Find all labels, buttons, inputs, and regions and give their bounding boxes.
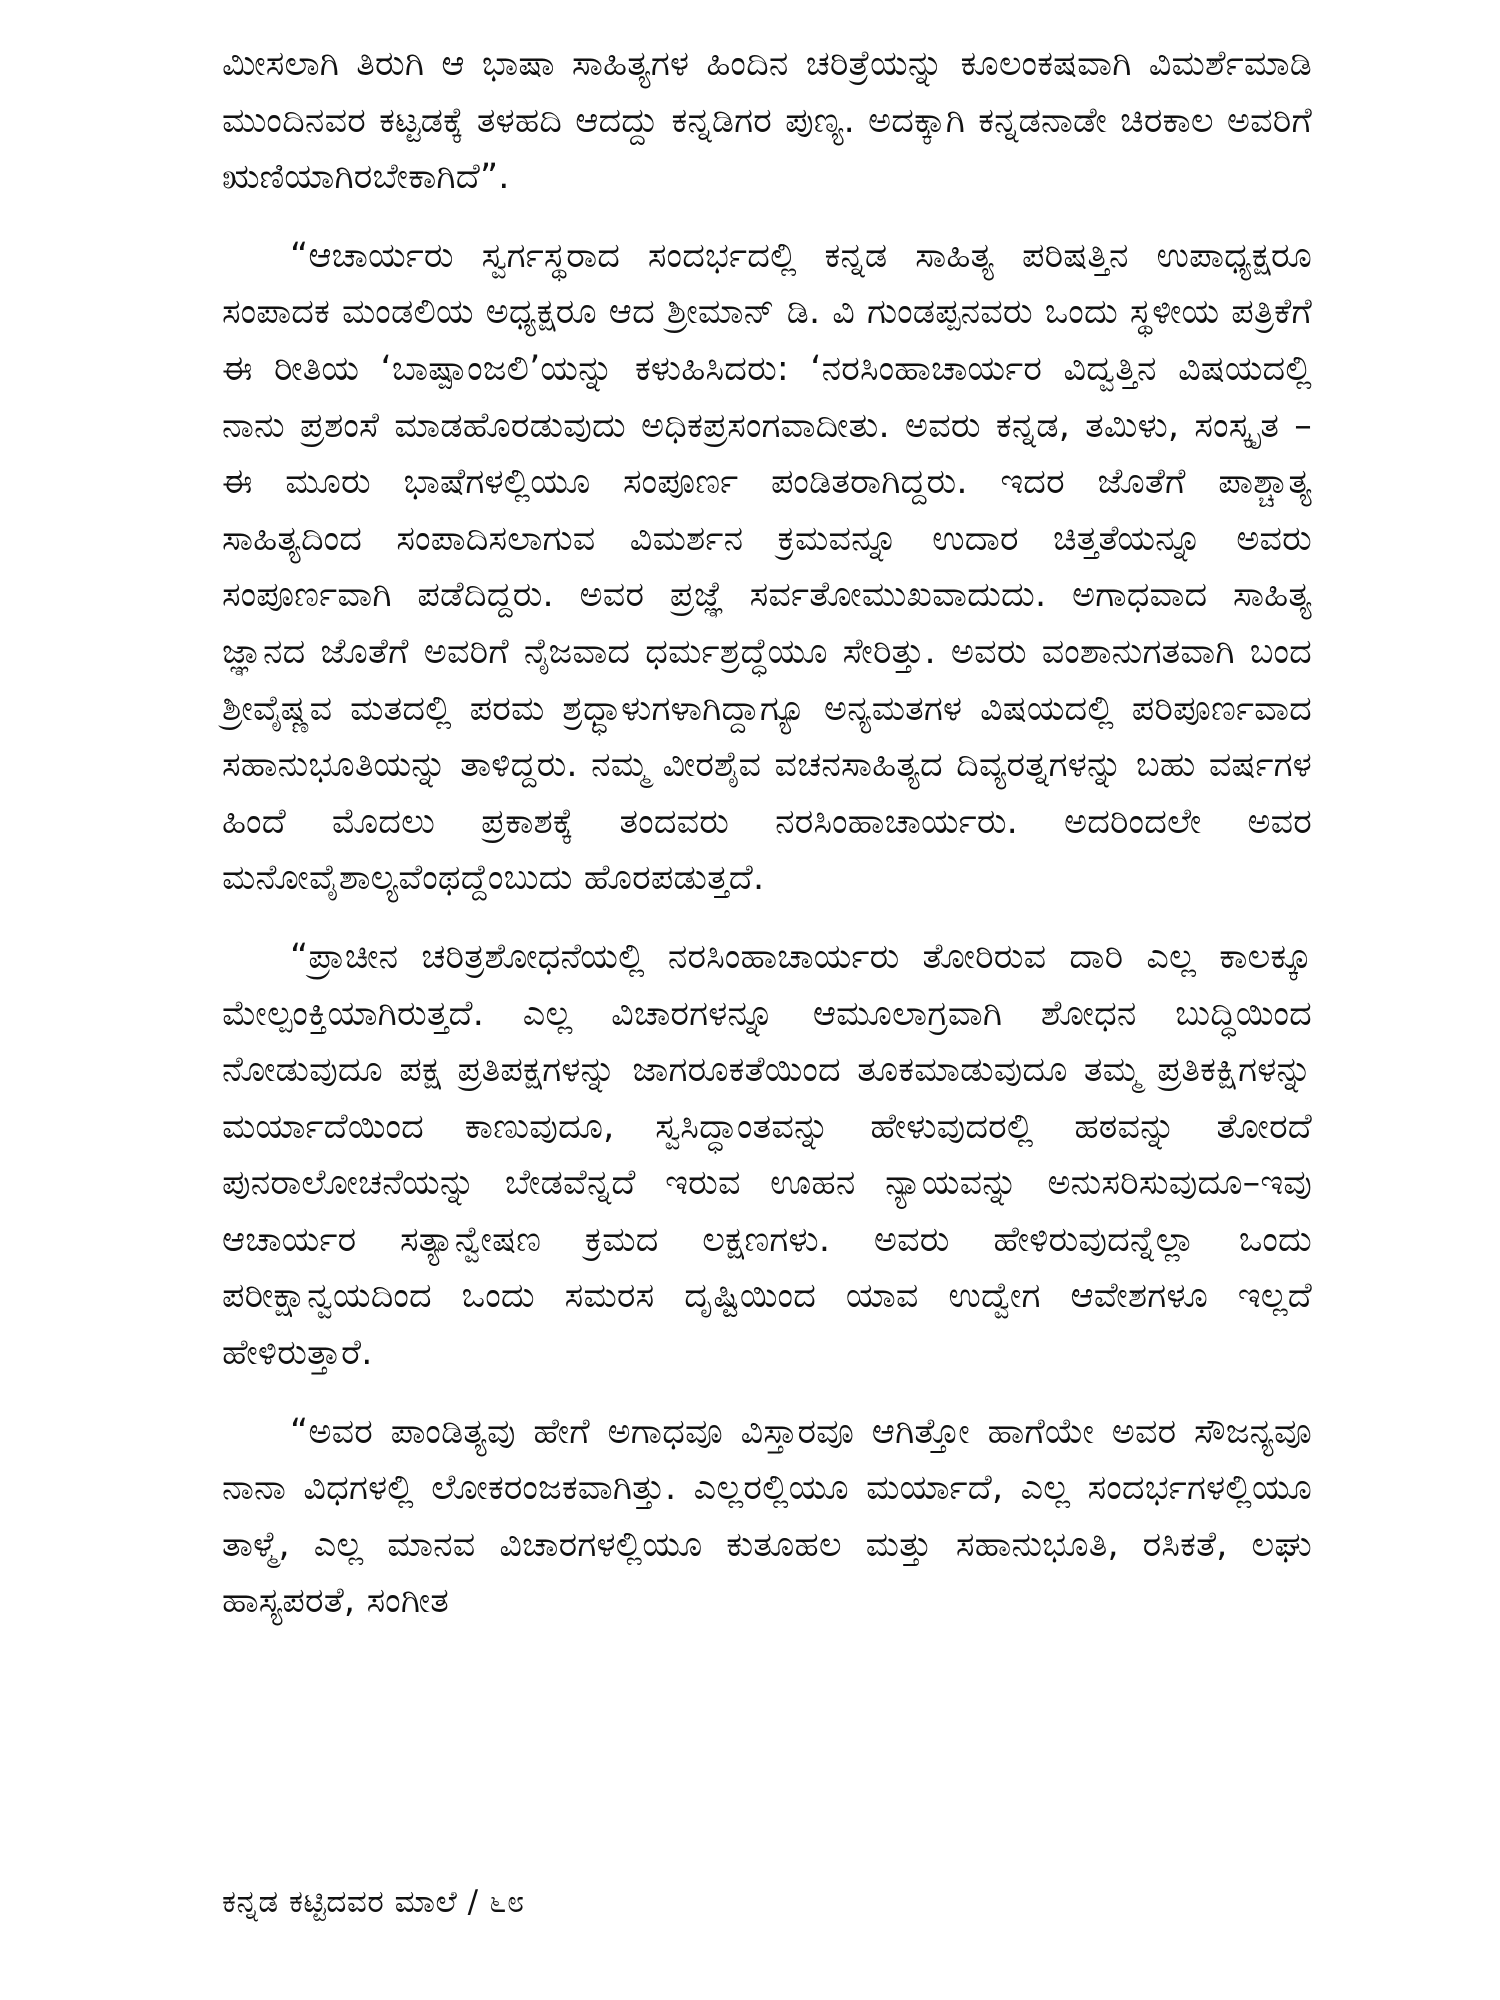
- page-body: [222, 36, 1312, 1652]
- paragraph-3: “ಪ್ರಾಚೀನ ಚರಿತ್ರಶೋಧನೆಯಲ್ಲಿ ನರಸಿಂಹಾಚಾರ್ಯರು ತೋರಿರುವ ದಾರಿ ಎಲ್ಲ ಕಾಲಕ್ಕೂ ಮೇಲ್ಪಂಕ್ತಿಯಾಗಿರುತ್ತದೆ. ಎಲ್ಲ ವಿಚಾರಗಳನ್ನೂ ಆಮೂಲಾಗ್ರವಾಗಿ ಶೋಧನ ಬುದ್ಧಿಯಿಂದ ನೋಡುವುದೂ ಪಕ್ಷ ಪ್ರತಿಪಕ್ಷಗಳನ್ನು ಜಾಗರೂಕತೆಯಿಂದ ತೂಕಮಾಡುವುದೂ ತಮ್ಮ ಪ್ರತಿಕಕ್ಷಿಗಳನ್ನು ಮರ್ಯಾದೆಯಿಂದ ಕಾಣುವುದೂ, ಸ್ವಸಿದ್ಧಾಂತವನ್ನು ಹೇಳುವುದರಲ್ಲಿ ಹಠವನ್ನು ತೋರದೆ ಪುನರಾಲೋಚನೆಯನ್ನು ಬೇಡವೆನ್ನದೆ ಇರುವ ಊಹನ ನ್ಯಾಯವನ್ನು ಅನುಸರಿಸುವುದೂ–ಇವು ಆಚಾರ್ಯರ ಸತ್ಯಾನ್ವೇಷಣ ಕ್ರಮದ ಲಕ್ಷಣಗಳು. ಅವರು ಹೇಳಿರುವುದನ್ನೆಲ್ಲಾ ಒಂದು ಪರೀಕ್ಷಾನ್ವಯದಿಂದ ಒಂದು ಸಮರಸ ದೃಷ್ಟಿಯಿಂದ ಯಾವ ಉದ್ವೇಗ ಆವೇಶಗಳೂ ಇಲ್ಲದೆ ಹೇಳಿರುತ್ತಾರೆ.: [222, 936, 1312, 1374]
- paragraph-1: ಮೀಸಲಾಗಿ ತಿರುಗಿ ಆ ಭಾಷಾ ಸಾಹಿತ್ಯಗಳ ಹಿಂದಿನ ಚರಿತ್ರೆಯನ್ನು ಕೂಲಂಕಷವಾಗಿ ವಿಮರ್ಶೆಮಾಡಿ ಮುಂದಿನವರ ಕಟ್ಟಡಕ್ಕೆ ತಳಹದಿ ಆದದ್ದು ಕನ್ನಡಿಗರ ಪುಣ್ಯ. ಅದಕ್ಕಾಗಿ ಕನ್ನಡನಾಡೇ ಚಿರಕಾಲ ಅವರಿಗೆ ಋಣಿಯಾಗಿರಬೇಕಾಗಿದೆ”.: [222, 44, 1312, 198]
- paragraph-4: “ಅವರ ಪಾಂಡಿತ್ಯವು ಹೇಗೆ ಅಗಾಧವೂ ವಿಸ್ತಾರವೂ ಆಗಿತ್ತೋ ಹಾಗೆಯೇ ಅವರ ಸೌಜನ್ಯವೂ ನಾನಾ ವಿಧಗಳಲ್ಲಿ ಲೋಕರಂಜಕವಾಗಿತ್ತು. ಎಲ್ಲರಲ್ಲಿಯೂ ಮರ್ಯಾದೆ, ಎಲ್ಲ ಸಂದರ್ಭಗಳಲ್ಲಿಯೂ ತಾಳ್ಮೆ, ಎಲ್ಲ ಮಾನವ ವಿಚಾರಗಳಲ್ಲಿಯೂ ಕುತೂಹಲ ಮತ್ತು ಸಹಾನುಭೂತಿ, ರಸಿಕತೆ, ಲಘು ಹಾಸ್ಯಪರತೆ, ಸಂಗೀತ: [222, 1411, 1312, 1622]
- page-footer: ಕನ್ನಡ ಕಟ್ಟಿದವರ ಮಾಲೆ / ೬೮: [222, 1884, 525, 1920]
- paragraph-2: “ಆಚಾರ್ಯರು ಸ್ವರ್ಗಸ್ಥರಾದ ಸಂದರ್ಭದಲ್ಲಿ ಕನ್ನಡ ಸಾಹಿತ್ಯ ಪರಿಷತ್ತಿನ ಉಪಾಧ್ಯಕ್ಷರೂ ಸಂಪಾದಕ ಮಂಡಲಿಯ ಅಧ್ಯಕ್ಷರೂ ಆದ ಶ್ರೀಮಾನ್ ಡಿ. ವಿ ಗುಂಡಪ್ಪನವರು ಒಂದು ಸ್ಥಳೀಯ ಪತ್ರಿಕೆಗೆ ಈ ರೀತಿಯ ‘ಬಾಷ್ಪಾಂಜಲಿ’ಯನ್ನು ಕಳುಹಿಸಿದರು: ‘ನರಸಿಂಹಾಚಾರ್ಯರ ವಿದ್ವತ್ತಿನ ವಿಷಯದಲ್ಲಿ ನಾನು ಪ್ರಶಂಸೆ ಮಾಡಹೊರಡುವುದು ಅಧಿಕಪ್ರಸಂಗವಾದೀತು. ಅವರು ಕನ್ನಡ, ತಮಿಳು, ಸಂಸ್ಕೃತ – ಈ ಮೂರು ಭಾಷೆಗಳಲ್ಲಿಯೂ ಸಂಪೂರ್ಣ ಪಂಡಿತರಾಗಿದ್ದರು. ಇದರ ಜೊತೆಗೆ ಪಾಶ್ಚಾತ್ಯ ಸಾಹಿತ್ಯದಿಂದ ಸಂಪಾದಿಸಲಾಗುವ ವಿಮರ್ಶನ ಕ್ರಮವನ್ನೂ ಉದಾರ ಚಿತ್ತತೆಯನ್ನೂ ಅವರು ಸಂಪೂರ್ಣವಾಗಿ ಪಡೆದಿದ್ದರು. ಅವರ ಪ್ರಜ್ಞೆ ಸರ್ವತೋಮುಖವಾದುದು. ಅಗಾಧವಾದ ಸಾಹಿತ್ಯ ಜ್ಞಾನದ ಜೊತೆಗೆ ಅವರಿಗೆ ನೈಜವಾದ ಧರ್ಮಶ್ರದ್ಧೆಯೂ ಸೇರಿತ್ತು. ಅವರು ವಂಶಾನುಗತವಾಗಿ ಬಂದ ಶ್ರೀವೈಷ್ಣವ ಮತದಲ್ಲಿ ಪರಮ ಶ್ರಧ್ಧಾಳುಗಳಾಗಿದ್ದಾಗ್ಯೂ ಅನ್ಯಮತಗಳ ವಿಷಯದಲ್ಲಿ ಪರಿಪೂರ್ಣವಾದ ಸಹಾನುಭೂತಿಯನ್ನು ತಾಳಿದ್ದರು. ನಮ್ಮ ವೀರಶೈವ ವಚನಸಾಹಿತ್ಯದ ದಿವ್ಯರತ್ನಗಳನ್ನು ಬಹು ವರ್ಷಗಳ ಹಿಂದೆ ಮೊದಲು ಪ್ರಕಾಶಕ್ಕೆ ತಂದವರು ನರಸಿಂಹಾಚಾರ್ಯರು. ಅದರಿಂದಲೇ ಅವರ ಮನೋವೈಶಾಲ್ಯವೆಂಥದ್ದೆಂಬುದು ಹೊರಪಡುತ್ತದೆ.: [222, 235, 1312, 899]
